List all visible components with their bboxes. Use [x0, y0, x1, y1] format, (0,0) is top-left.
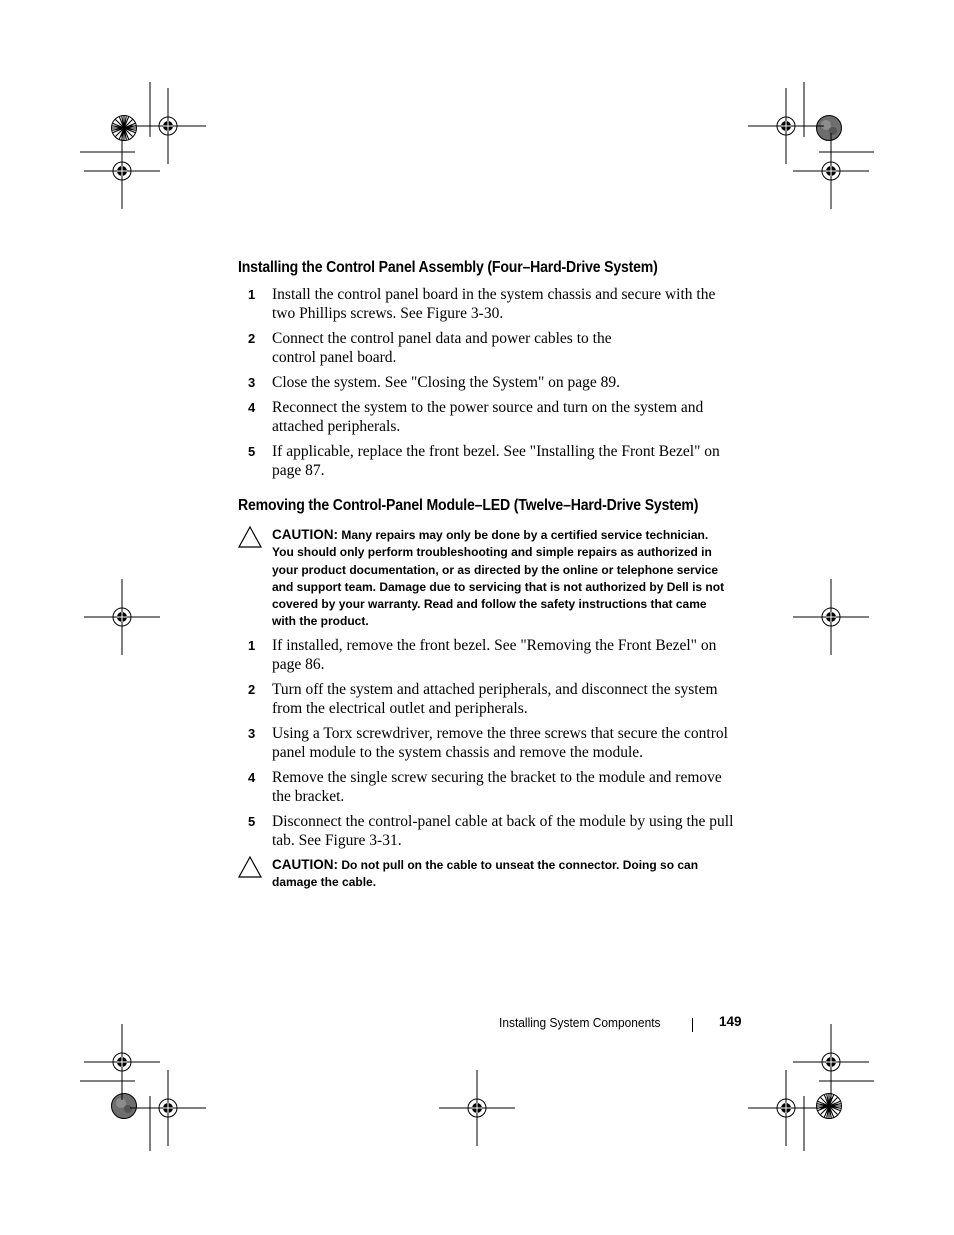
- step-number: 1: [248, 638, 256, 653]
- step-text: Install the control panel board in the system chassis and secure with the two Phillips screws. See Figure 3-30.: [272, 286, 716, 322]
- step-text: Remove the single screw securing the bracket to the module and remove the bracket.: [272, 769, 722, 805]
- step-text: Connect the control panel data and power cables to the control panel board.: [272, 330, 612, 366]
- step-number: 4: [248, 770, 256, 785]
- step-text: Reconnect the system to the power source and turn on the system and attached peripherals.: [272, 399, 704, 435]
- caution-triangle-icon: [238, 526, 262, 548]
- list-item: [238, 329, 738, 367]
- removal-steps-list: [238, 636, 738, 856]
- list-item: [238, 636, 738, 674]
- caution-notice: [238, 526, 728, 631]
- step-number: 4: [248, 400, 256, 415]
- caution-message: Do not pull on the cable to unseat the connector. Doing so can damage the cable.: [272, 858, 699, 890]
- step-number: 2: [248, 682, 256, 697]
- caution-message: Many repairs may only be done by a certified service technician. You should only perform troubleshooting and simple repairs as authorized in your product documentation, or as directed by the online or telephone service and support team. Damage due to servicing that is not authorized by Dell is not covered by your warranty. Read and follow the safety instructions that came with the product.: [272, 528, 725, 629]
- list-item: [238, 724, 738, 762]
- step-number: 1: [248, 287, 256, 302]
- list-item: [238, 285, 738, 323]
- list-item: [238, 398, 738, 436]
- footer-section-title: Installing System Components: [499, 1015, 661, 1030]
- step-text: If installed, remove the front bezel. See "Removing the Front Bezel" on page 86.: [272, 637, 717, 673]
- step-number: 2: [248, 331, 256, 346]
- caution-notice: [238, 856, 728, 892]
- step-number: 3: [248, 726, 256, 741]
- step-number: 5: [248, 814, 256, 829]
- list-item: [238, 680, 738, 718]
- caution-text: [272, 856, 702, 892]
- step-text: If applicable, replace the front bezel. See "Installing the Front Bezel" on page 87.: [272, 443, 720, 479]
- caution-label: CAUTION:: [272, 527, 338, 542]
- footer-divider: [692, 1018, 693, 1032]
- install-steps-list: [238, 285, 738, 486]
- step-text: Disconnect the control-panel cable at back of the module by using the pull tab. See Figure 3-31.: [272, 813, 734, 849]
- step-number: 3: [248, 375, 256, 390]
- list-item: [238, 812, 738, 850]
- step-number: 5: [248, 444, 256, 459]
- caution-triangle-icon: [238, 856, 262, 878]
- step-text: Turn off the system and attached peripherals, and disconnect the system from the electrical outlet and peripherals.: [272, 681, 718, 717]
- section-heading-install-control-panel: Installing the Control Panel Assembly (Four–Hard-Drive System): [238, 259, 658, 276]
- step-text: Using a Torx screwdriver, remove the three screws that secure the control panel module to the system chassis and remove the module.: [272, 725, 728, 761]
- section-heading-remove-control-panel-module: Removing the Control-Panel Module–LED (Twelve–Hard-Drive System): [238, 497, 699, 514]
- list-item: [238, 442, 738, 480]
- list-item: [238, 373, 738, 392]
- caution-label: CAUTION:: [272, 857, 338, 872]
- caution-text: [272, 526, 728, 631]
- page-number: 149: [719, 1014, 742, 1029]
- list-item: [238, 768, 738, 806]
- step-text: Close the system. See "Closing the System" on page 89.: [272, 374, 621, 391]
